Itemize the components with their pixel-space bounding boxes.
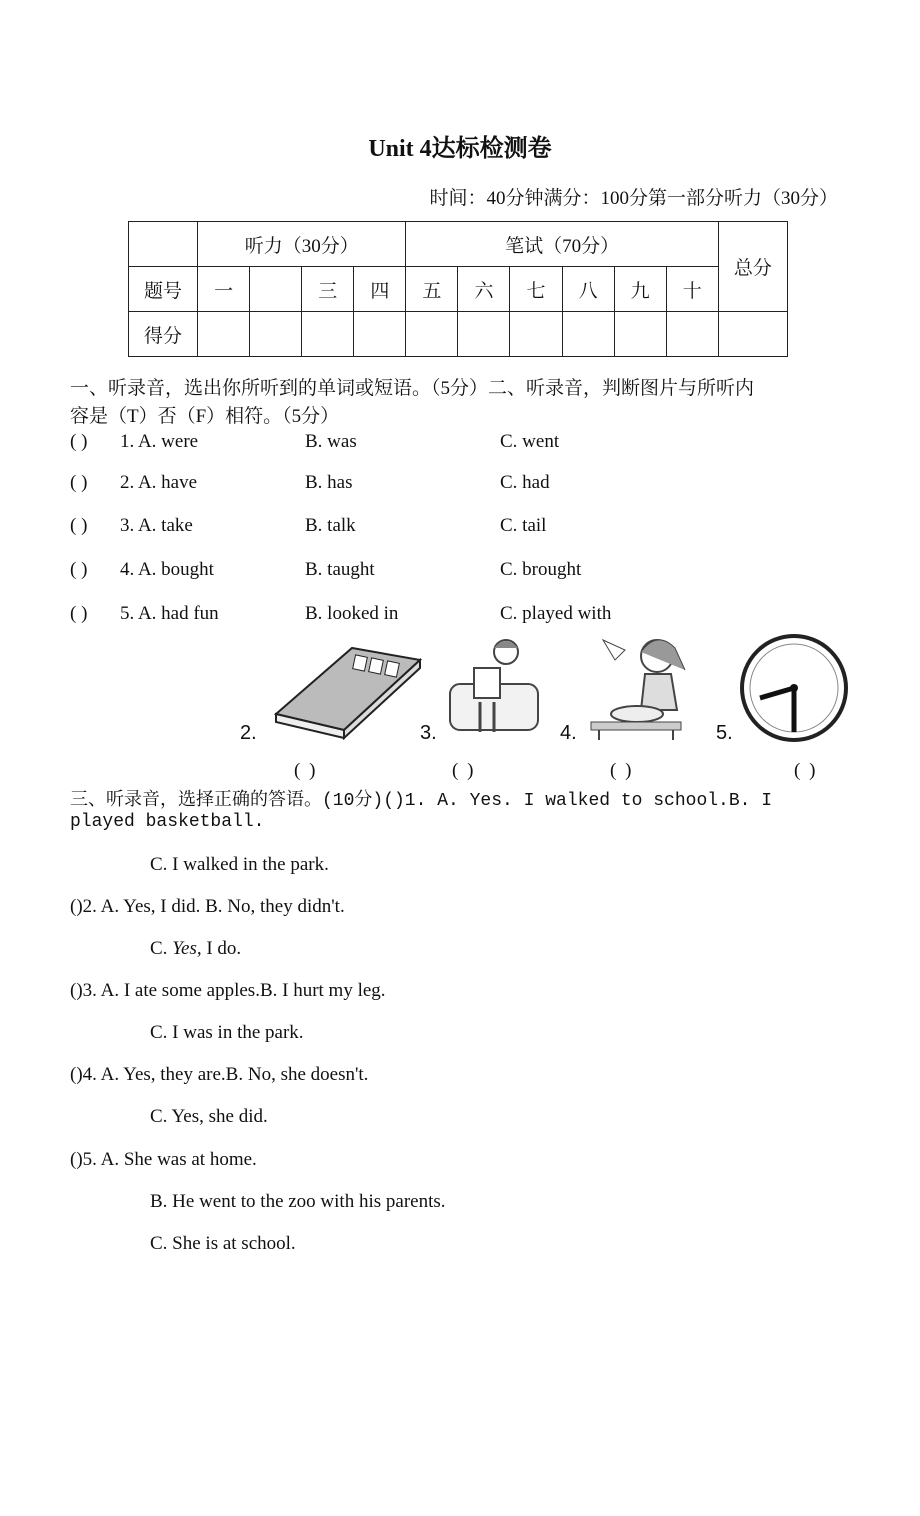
question-option-b: B. was [305, 431, 357, 452]
question-line: ()5. A. She was at home. [70, 1149, 257, 1170]
score-cell[interactable] [510, 312, 562, 357]
col-header: 七 [510, 267, 562, 312]
picture-answer-blank[interactable]: ( ) [294, 760, 318, 781]
question-option-a: 2. A. have [120, 472, 198, 493]
answer-option: C. I walked in the park. [150, 854, 329, 875]
question-option-a: 1. A. were [120, 431, 199, 452]
question-option-c: C. had [500, 472, 550, 493]
picture-label: 3. [420, 722, 437, 744]
question-option-c: C. went [500, 431, 560, 452]
question-line: ()3. A. I ate some apples.B. I hurt my leg. [70, 980, 386, 1001]
col-header [250, 267, 302, 312]
col-header: 六 [458, 267, 510, 312]
table-corner [129, 222, 198, 267]
girl-cake-picture [585, 630, 700, 742]
italic-text: Yes, [172, 938, 202, 959]
picture-label: 2. [240, 722, 257, 744]
score-cell[interactable] [302, 312, 354, 357]
answer-option: C. She is at school. [150, 1233, 296, 1254]
question-option-c: C. brought [500, 559, 582, 580]
answer-option: C. Yes, she did. [150, 1106, 268, 1127]
total-score-cell[interactable] [718, 312, 787, 357]
col-header: 九 [614, 267, 666, 312]
picture-answer-blank[interactable]: ( ) [452, 760, 476, 781]
col-header: 五 [406, 267, 458, 312]
score-cell[interactable] [198, 312, 250, 357]
col-header: 一 [198, 267, 250, 312]
total-header: 总分 [718, 222, 787, 312]
question-option-c: C. played with [500, 603, 612, 624]
question-option-c: C. tail [500, 515, 547, 536]
score-cell[interactable] [250, 312, 302, 357]
answer-blank[interactable]: ( ) [70, 472, 88, 493]
book-picture [262, 640, 427, 740]
score-cell[interactable] [406, 312, 458, 357]
section1-heading: 一、听录音，选出你所听到的单词或短语。（5分）二、听录音，判断图片与所听内 [70, 378, 755, 399]
question-option-a: 4. A. bought [120, 559, 214, 580]
section3-heading-cont: played basketball. [70, 812, 265, 832]
score-cell[interactable] [614, 312, 666, 357]
row-label-score: 得分 [129, 312, 198, 357]
question-option-b: B. has [305, 472, 353, 493]
page-title: Unit 4达标检测卷 [368, 136, 552, 162]
score-cell[interactable] [562, 312, 614, 357]
answer-blank[interactable]: ( ) [70, 559, 88, 580]
answer-option: B. He went to the zoo with his parents. [150, 1191, 446, 1212]
question-option-a: 3. A. take [120, 515, 193, 536]
answer-blank[interactable]: ( ) [70, 431, 88, 452]
question-option-b: B. looked in [305, 603, 399, 624]
col-header: 十 [666, 267, 718, 312]
reading-boy-picture [440, 632, 550, 742]
section3-heading: 三、听录音，选择正确的答语。(10分)()1. A. Yes. I walked to school.B. I [70, 791, 773, 811]
col-header: 八 [562, 267, 614, 312]
written-header: 笔试（70分） [406, 222, 718, 267]
answer-blank[interactable]: ( ) [70, 515, 88, 536]
option-letter: C. [150, 938, 168, 959]
answer-option [150, 938, 241, 960]
question-option-b: B. taught [305, 559, 375, 580]
answer-blank[interactable]: ( ) [70, 603, 88, 624]
question-line: ()4. A. Yes, they are.B. No, she doesn't. [70, 1064, 369, 1085]
clock-picture [738, 632, 850, 744]
score-cell[interactable] [666, 312, 718, 357]
option-text: I do. [206, 938, 242, 959]
col-header: 三 [302, 267, 354, 312]
question-option-a: 5. A. had fun [120, 603, 219, 624]
exam-meta: 时间：40分钟满分：100分第一部分听力（30分） [429, 188, 838, 209]
score-cell[interactable] [354, 312, 406, 357]
score-cell[interactable] [458, 312, 510, 357]
section1-heading-cont: 容是（T）否（F）相符。（5分） [70, 406, 340, 427]
picture-answer-blank[interactable]: ( ) [794, 760, 818, 781]
picture-answer-blank[interactable]: ( ) [610, 760, 634, 781]
picture-label: 4. [560, 722, 577, 744]
question-option-b: B. talk [305, 515, 356, 536]
col-header: 四 [354, 267, 406, 312]
listening-header: 听力（30分） [198, 222, 406, 267]
score-table [128, 221, 788, 357]
row-label-number: 题号 [129, 267, 198, 312]
answer-option: C. I was in the park. [150, 1022, 304, 1043]
picture-label: 5. [716, 722, 733, 744]
question-line: ()2. A. Yes, I did. B. No, they didn't. [70, 896, 345, 917]
